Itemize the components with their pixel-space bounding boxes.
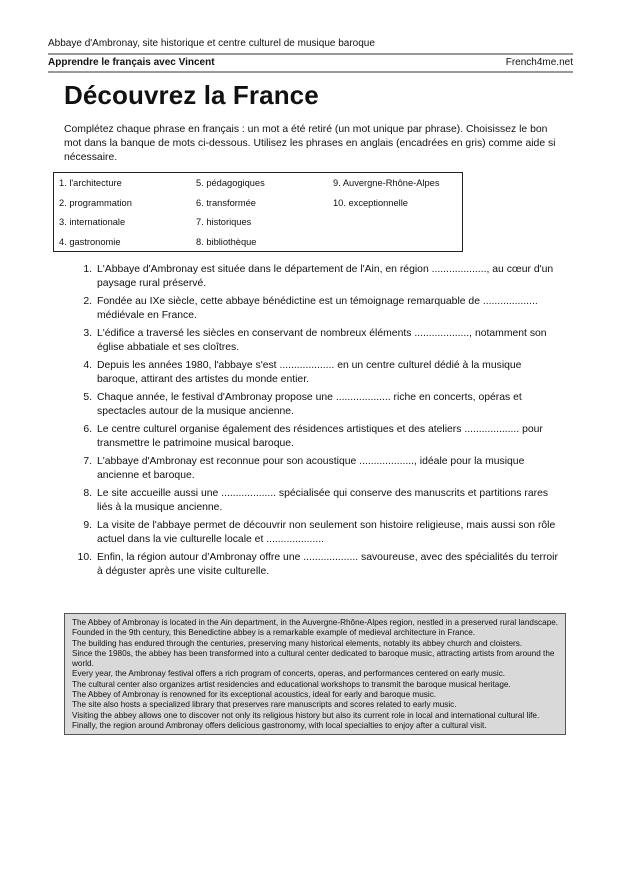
header-divider [48,71,573,73]
header-bar [48,57,573,68]
sentence-text: L'édifice a traversé les siècles en conservant de nombreux éléments ..................., notamment son église abbatiale et ses cloîtres. [97,328,547,353]
word-bank-item: 7. historiques [196,217,252,227]
sentence-text: L'Abbaye d'Ambronay est située dans le département de l'Ain, en région ..................., au cœur d'un paysage rural préservé. [97,264,554,289]
page-title: Découvrez la France [64,80,319,110]
sentence-number: 7. [83,456,92,467]
english-sentence: The cultural center also organizes artist residencies and educational workshops to transmit the baroque musical heritage. [72,679,511,689]
sentence-number: 9. [83,520,92,531]
word-bank-item: 6. transformée [196,197,256,208]
word-bank [53,172,463,252]
sentence-number: 10. [77,552,92,563]
sentence-text: Depuis les années 1980, l'abbaye s'est ................... en un centre culturel dédié à la musique baroque, attirant des artistes du monde entier. [97,360,522,385]
sentence-item [64,455,560,482]
sentence-text: Le site accueille aussi une ................... spécialisée qui conserve des manuscrits et partitions rares liés à la musique ancienne. [97,488,549,513]
sentence-text: Le centre culturel organise également des résidences artistiques et des ateliers ................... pour transmettre le patrimoine musical baroque. [97,424,543,449]
sentence-number: 1. [83,264,92,275]
header-subtitle: Apprendre le français avec Vincent [48,57,215,68]
sentence-number: 6. [83,424,92,435]
sentence-number: 2. [83,296,92,307]
sentence-item [64,551,560,578]
sentence-list [64,263,560,583]
sentence-item [64,327,560,354]
word-bank-item: 5. pédagogiques [196,178,265,188]
sentence-item [64,295,560,322]
sentence-number: 8. [83,488,92,499]
english-sentence: Founded in the 9th century, this Benedictine abbey is a remarkable example of medieval architecture in France. [72,628,476,638]
word-bank-item: 4. gastronomie [59,236,121,247]
english-sentence: Finally, the region around Ambronay offers delicious gastronomy, with local specialties to enjoy after a cultural visit. [72,720,487,730]
english-translation-box [64,613,566,735]
sentence-item [64,487,560,514]
sentence-item [64,391,560,418]
sentence-text: Enfin, la région autour d'Ambronay offre une ................... savoureuse, avec des spécialités du terroir à déguster après une visite culturelle. [97,552,558,577]
word-bank-item: 9. Auvergne-Rhône-Alpes [333,178,440,188]
sentence-item [64,359,560,386]
english-sentence: Visiting the abbey allows one to discover not only its religious history but also its current role in local and international cultural life. [72,710,540,720]
header-site: French4me.net [505,57,573,68]
sentence-item [64,519,560,546]
sentence-text: La visite de l'abbaye permet de découvrir non seulement son histoire religieuse, mais aussi son rôle actuel dans la vie culturelle locale et .................... [97,520,556,545]
document-header-title: Abbaye d'Ambronay, site historique et centre culturel de musique baroque [48,38,375,49]
word-bank-item: 10. exceptionnelle [333,197,408,208]
english-sentence: Every year, the Ambronay festival offers a rich program of concerts, operas, and performances centered on early music. [72,669,506,679]
english-sentence: The Abbey of Ambronay is located in the Ain department, in the Auvergne-Rhône-Alpes region, nestled in a preserved rural landscape. [72,618,559,627]
sentence-text: Fondée au IXe siècle, cette abbaye bénédictine est un témoignage remarquable de ................... médiévale en France. [97,296,538,321]
english-sentence: The site also hosts a specialized library that preserves rare manuscripts and scores related to early music. [72,700,457,710]
english-sentence: The Abbey of Ambronay is renowned for its exceptional acoustics, ideal for early and baroque music. [72,690,437,700]
header-divider [48,53,573,55]
sentence-item [64,263,560,290]
english-sentence: Since the 1980s, the abbey has been transformed into a cultural center dedicated to baroque music, attracting artists from around the world. [72,648,555,669]
sentence-text: Chaque année, le festival d'Ambronay propose une ................... riche en concerts, opéras et spectacles autour de la musique ancienne. [97,392,522,417]
sentence-number: 4. [83,360,92,371]
sentence-number: 5. [83,392,92,403]
english-sentence: The building has endured through the centuries, preserving many historical elements, notably its abbey church and cloisters. [72,638,523,648]
sentence-text: L'abbaye d'Ambronay est reconnue pour son acoustique ..................., idéale pour la musique ancienne et baroque. [97,456,525,481]
sentence-item [64,423,560,450]
instructions: Complétez chaque phrase en français : un mot a été retiré (un mot unique par phrase). Choisissez le bon mot dans la banque de mots ci-dessous. Utilisez les phrases en anglais (encadrées en gris) comme aide si nécessaire. [64,124,556,163]
sentence-number: 3. [83,328,92,339]
word-bank-item: 3. internationale [59,217,126,227]
word-bank-item: 8. bibliothèque [196,236,257,247]
word-bank-item: 2. programmation [59,197,132,208]
word-bank-item: 1. l'architecture [59,178,122,188]
